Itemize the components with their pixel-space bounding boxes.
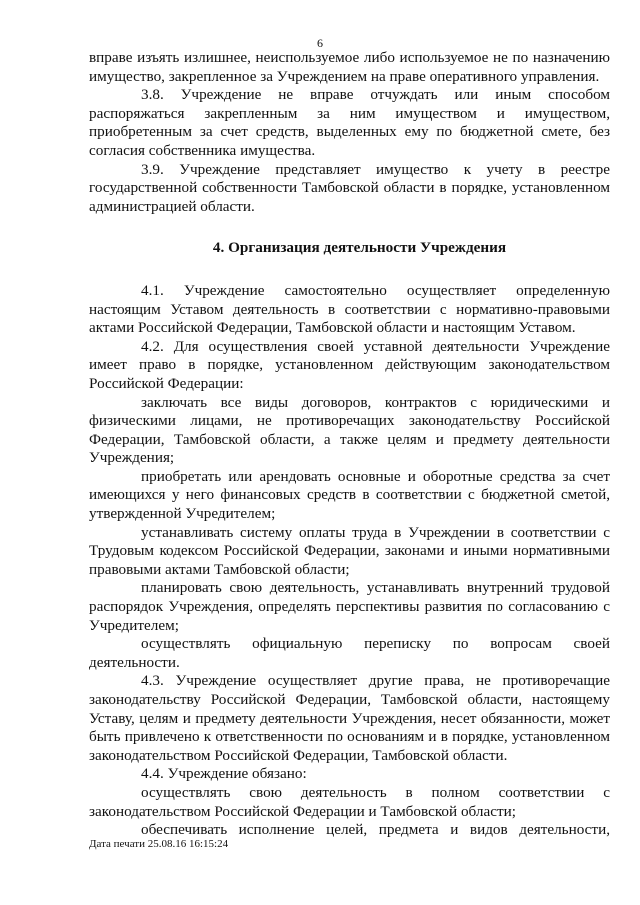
paragraph-4-4: 4.4. Учреждение обязано: — [141, 765, 307, 783]
paragraph-4-2-item-correspondence: осуществлять официальную переписку по вопросам своей деятельности. — [89, 635, 610, 671]
paragraph-4-2: 4.2. Для осуществления своей уставной деятельности Учреждение имеет право в порядке, установленном действующим законодательством Российской Федерации: — [89, 337, 610, 392]
paragraph-3-8: 3.8. Учреждение не вправе отчуждать или иным способом распоряжаться закрепленным за ним имуществом и имуществом, приобретенным за счет средств, выделенных ему по бюджетной смете, без согласия собственника имущества. — [89, 86, 610, 159]
paragraph-4-2-item-wages: устанавливать систему оплаты труда в Учреждении в соответствии с Трудовым кодексом Российской Федерации, законами и иными нормативными правовыми актами Тамбовской области; — [89, 523, 610, 578]
section-heading: 4. Организация деятельности Учреждения — [212, 239, 507, 257]
paragraph-4-2-item-contracts: заключать все виды договоров, контрактов с юридическими и физическими лицами, не противоречащих законодательству Российской Федерации, Тамбовской области, а также целям и предмету деятельности Учреждения; — [89, 393, 610, 467]
paragraph-4-2-item-planning: планировать свою деятельность, устанавливать внутренний трудовой распорядок Учреждения, определять перспективы развития по согласованию с Учредителем; — [89, 579, 610, 634]
paragraph-3-7-continuation: вправе изъять излишнее, неиспользуемое либо используемое не по назначению имущество, закрепленное за Учреждением на праве оперативного управления. — [89, 49, 610, 85]
document-body — [89, 49, 610, 840]
print-date: Дата печати 25.08.16 16:15:24 — [89, 838, 229, 850]
paragraph-4-1: 4.1. Учреждение самостоятельно осуществляет определенную настоящим Уставом деятельность в соответствии с нормативно-правовыми актами Российской Федерации, Тамбовской области и настоящим Уставом. — [89, 281, 610, 337]
paragraph-4-3: 4.3. Учреждение осуществляет другие права, не противоречащие законодательству Российской Федерации, Тамбовской области, настоящему Уставу, целям и предмету деятельности Учреждения, несет обязанности, может быть привлечено к ответственности по основаниям и в порядке, установленном законодательством Российской Федерации, Тамбовской области. — [89, 672, 610, 764]
paragraph-4-4-item-goals: обеспечивать исполнение целей, предмета и видов деятельности, — [141, 821, 610, 839]
paragraph-3-9: 3.9. Учреждение представляет имущество к учету в реестре государственной собственности Тамбовской области в порядке, установленном администрацией области. — [89, 160, 610, 215]
page-number: 6 — [317, 36, 323, 50]
paragraph-4-2-item-assets: приобретать или арендовать основные и оборотные средства за счет имеющихся у него финансовых средств в соответствии с бюджетной сметой, утвержденной Учредителем; — [89, 467, 610, 523]
paragraph-4-4-item-legislation: осуществлять свою деятельность в полном соответствии с законодательством Российской Федерации и Тамбовской области; — [89, 783, 610, 820]
